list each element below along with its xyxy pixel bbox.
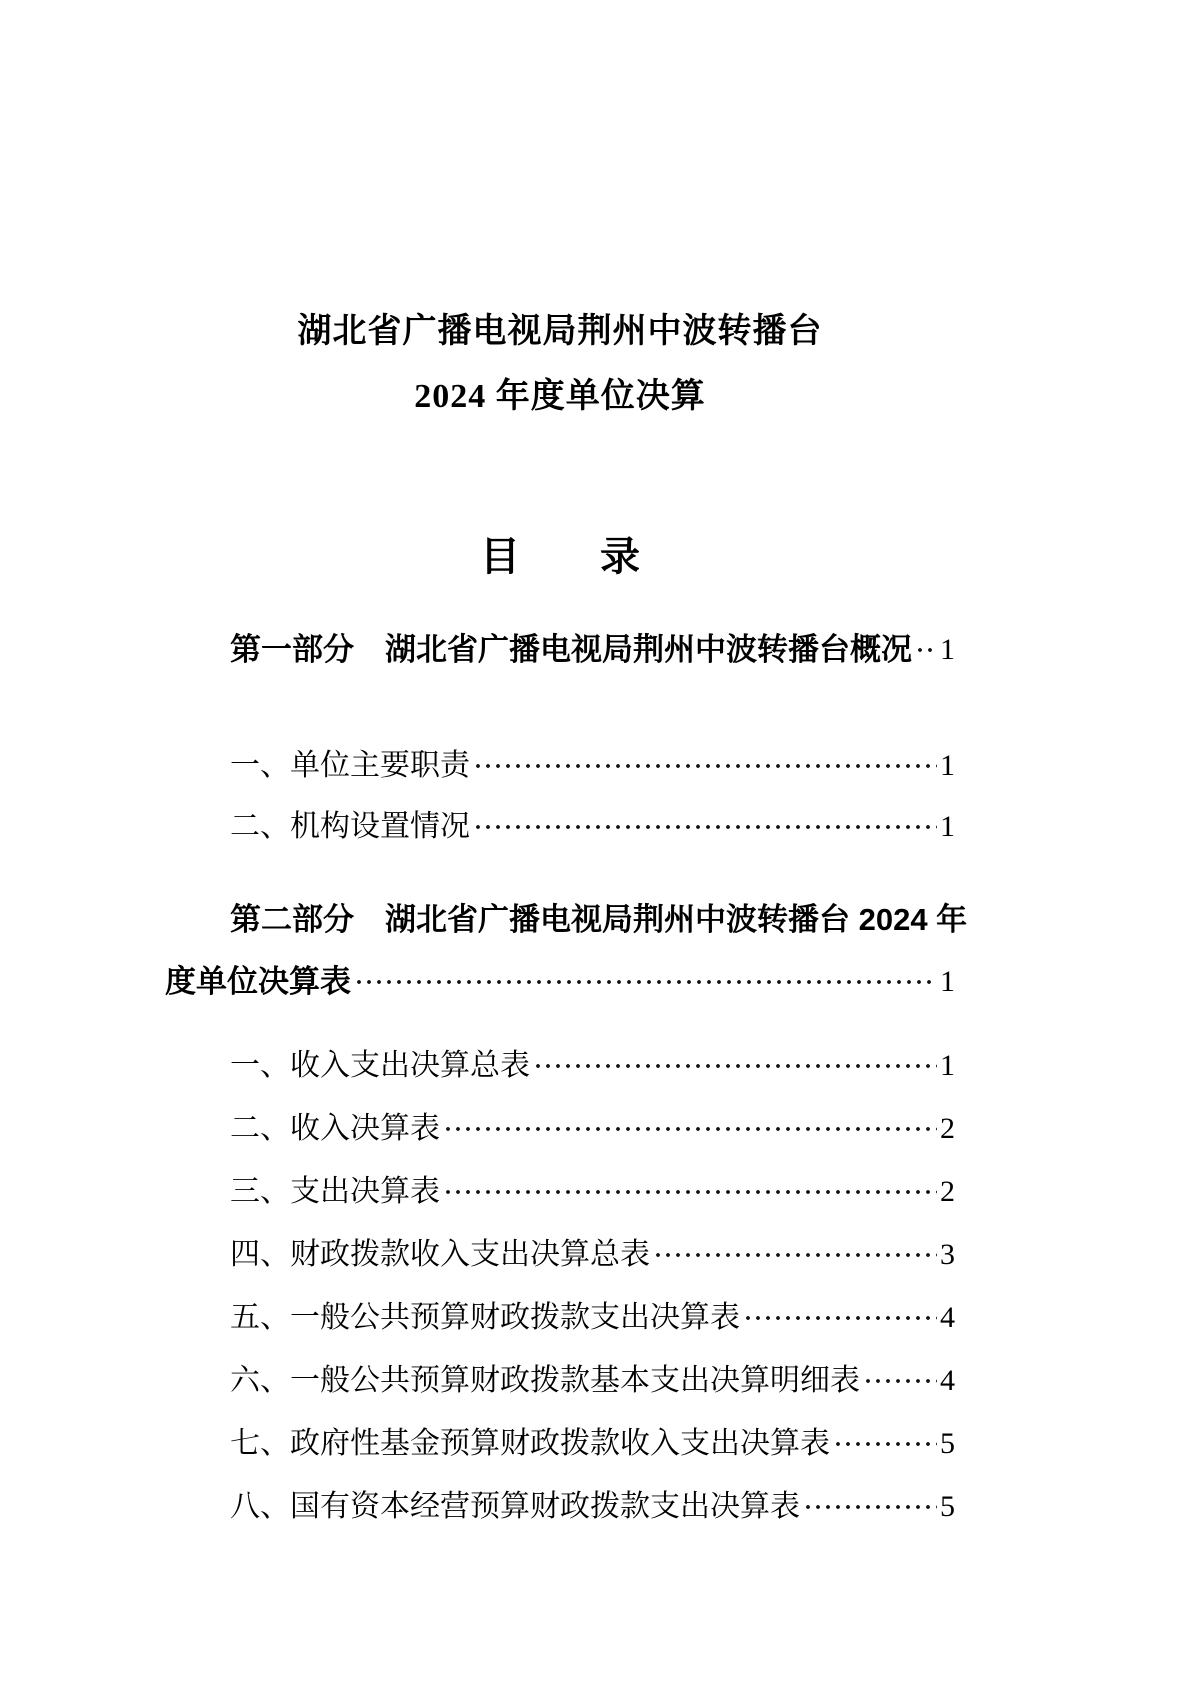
toc-entry — [165, 807, 955, 847]
toc-entry-label: 二、收入决算表 — [230, 1112, 440, 1145]
dot-leader — [443, 1109, 937, 1149]
toc-section-heading-line2 — [165, 962, 955, 1002]
toc-entry — [165, 1424, 955, 1464]
toc-entry-label: 一、单位主要职责 — [230, 749, 470, 782]
toc-section-heading-line1 — [165, 900, 968, 940]
toc-entry — [165, 1172, 955, 1212]
dot-leader — [533, 1046, 937, 1086]
toc-entry-page: 1 — [940, 810, 955, 843]
toc-entry-label: 七、政府性基金预算财政拨款收入支出决算表 — [230, 1427, 830, 1460]
toc-entry — [165, 1109, 955, 1149]
toc-section-heading — [165, 630, 955, 670]
dot-leader — [863, 1361, 937, 1401]
dot-leader — [653, 1235, 937, 1275]
toc-entry — [165, 1298, 955, 1338]
toc-section-page: 1 — [940, 965, 955, 998]
toc-entry-page: 3 — [940, 1238, 955, 1271]
toc-entry-page: 2 — [940, 1112, 955, 1145]
toc-entry-page: 5 — [940, 1490, 955, 1523]
toc-entry — [165, 1235, 955, 1275]
toc-entry-page: 4 — [940, 1364, 955, 1397]
toc-entry — [165, 1046, 955, 1086]
toc-entry-label: 一、收入支出决算总表 — [230, 1049, 530, 1082]
dot-leader — [354, 962, 937, 1002]
dot-leader — [833, 1424, 937, 1464]
toc-entry-label: 六、一般公共预算财政拨款基本支出决算明细表 — [230, 1364, 860, 1397]
dot-leader — [915, 630, 937, 670]
doc-title-line1: 湖北省广播电视局荆州中波转播台 — [297, 313, 823, 350]
toc-entry-page: 4 — [940, 1301, 955, 1334]
toc-entry-label: 三、支出决算表 — [230, 1175, 440, 1208]
toc-entry — [165, 1361, 955, 1401]
dot-leader — [473, 746, 937, 786]
toc-entry — [165, 746, 955, 786]
dot-leader — [443, 1172, 937, 1212]
toc-section-label: 第一部分 湖北省广播电视局荆州中波转播台概况 — [230, 632, 912, 667]
toc-section-label: 第二部分 湖北省广播电视局荆州中波转播台 2024 年 — [230, 902, 968, 937]
toc-entry-page: 5 — [940, 1427, 955, 1460]
toc-section-page: 1 — [940, 633, 955, 666]
toc-section-label: 度单位决算表 — [165, 964, 351, 999]
toc-entry-label: 八、国有资本经营预算财政拨款支出决算表 — [230, 1490, 800, 1523]
toc-entry — [165, 1487, 955, 1527]
toc-entry-page: 1 — [940, 1049, 955, 1082]
toc-heading: 目 录 — [480, 535, 640, 579]
toc-entry-page: 2 — [940, 1175, 955, 1208]
toc-entry-label: 二、机构设置情况 — [230, 810, 470, 843]
toc-entry-label: 四、财政拨款收入支出决算总表 — [230, 1238, 650, 1271]
dot-leader — [803, 1487, 937, 1527]
toc-entry-label: 五、一般公共预算财政拨款支出决算表 — [230, 1301, 740, 1334]
dot-leader — [743, 1298, 937, 1338]
toc-entry-page: 1 — [940, 749, 955, 782]
doc-title-line2: 2024 年度单位决算 — [414, 378, 706, 415]
dot-leader — [473, 807, 937, 847]
